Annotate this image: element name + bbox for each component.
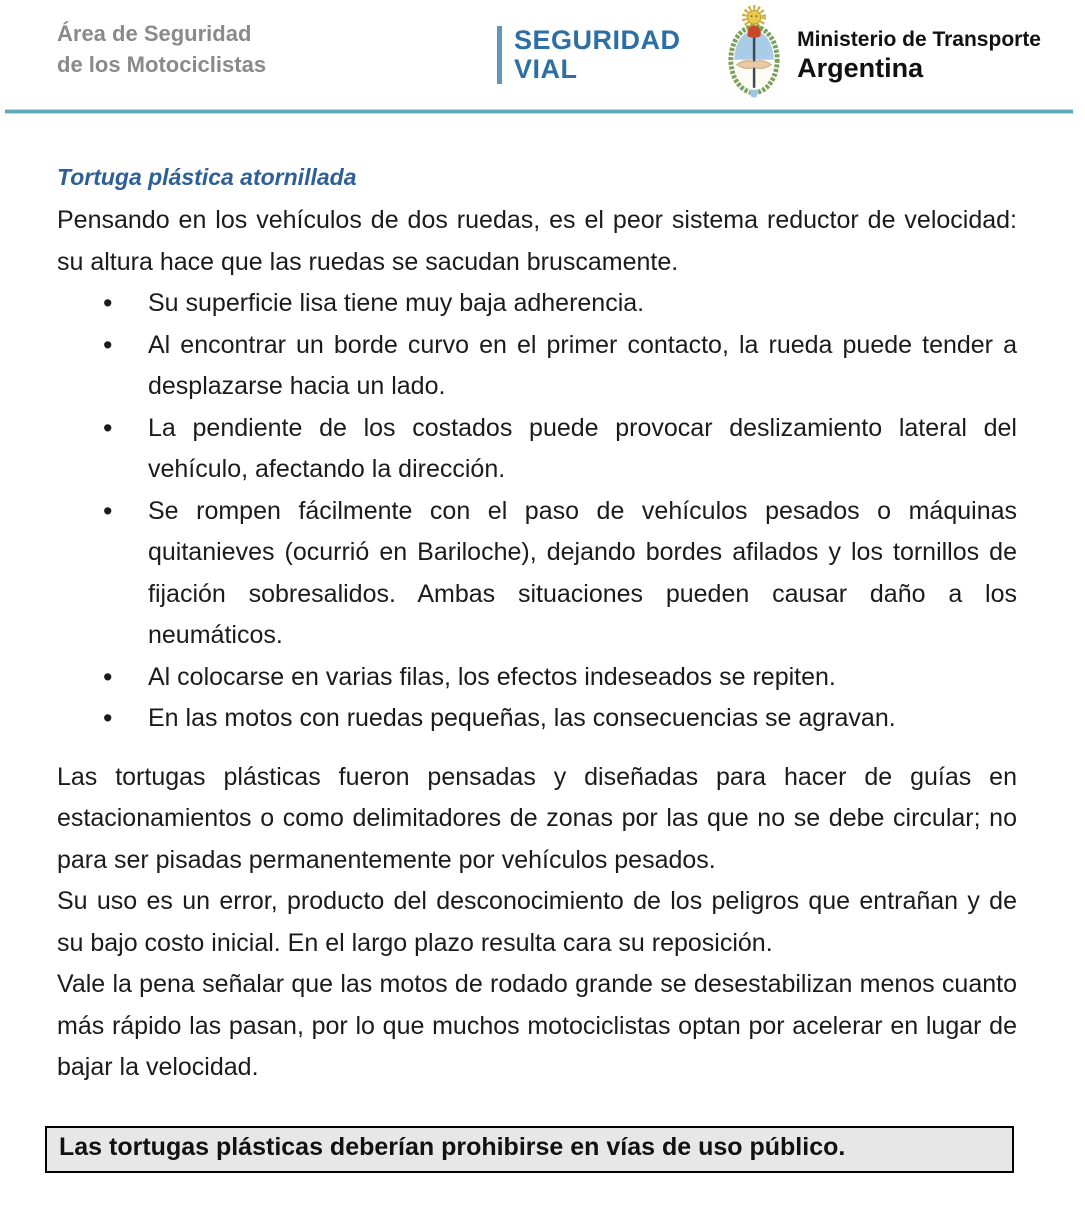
- logo-separator-bar: [497, 26, 502, 84]
- document-body: [0, 113, 1085, 1173]
- body-paragraph: Vale la pena señalar que las motos de rodado grande se desestabilizan menos cuanto más rápido las pasan, por lo que muchos motociclistas optan por acelerar en lugar de bajar la velocidad.: [57, 970, 1017, 1081]
- logo-line1: SEGURIDAD: [514, 25, 681, 55]
- paragraph-block: [57, 757, 1017, 1089]
- body-paragraph: Las tortugas plásticas fueron pensadas y diseñadas para hacer de guías en estacionamientos o como delimitadores de zonas por las que no se debe circular; no para ser pisadas permanentemente por vehículos pesados.: [57, 762, 1017, 874]
- ministry-label-line2: Argentina: [797, 52, 924, 83]
- hazard-bullet-list: [57, 283, 1017, 740]
- seguridad-vial-logo: [497, 26, 681, 84]
- intro-paragraph: Pensando en los vehículos de dos ruedas, es el peor sistema reductor de velocidad: su altura hace que las ruedas se sacudan bruscamente.: [57, 206, 1017, 276]
- ministry-label: [797, 26, 1041, 84]
- area-label: [57, 18, 266, 80]
- body-paragraph: Su uso es un error, producto del desconocimiento de los peligros que entrañan y de su bajo costo inicial. En el largo plazo resulta cara su reposición.: [57, 887, 1017, 957]
- bullet-item: • Su superficie lisa tiene muy baja adherencia.: [57, 283, 1017, 325]
- bullet-item: • Se rompen fácilmente con el paso de vehículos pesados o máquinas quitanieves (ocurrió en Bariloche), dejando bordes afilados y los tornillos de fijación sobresalidos. Ambas situaciones pueden causar daño a los neumáticos.: [57, 491, 1017, 657]
- argentina-coat-of-arms-icon: [725, 4, 783, 105]
- header: [0, 0, 1085, 112]
- highlight-box: Las tortugas plásticas deberían prohibirse en vías de uso público.: [45, 1126, 1014, 1173]
- area-label-line2: de los Motociclistas: [57, 52, 267, 77]
- area-label-line1: Área de Seguridad: [57, 21, 252, 46]
- ministry-block: [725, 4, 1041, 105]
- logo-text: [514, 26, 681, 84]
- document-title: Tortuga plástica atornillada: [57, 164, 357, 190]
- bullet-item: • En las motos con ruedas pequeñas, las consecuencias se agravan.: [57, 698, 1017, 740]
- ministry-label-line1: Ministerio de Transporte: [797, 27, 1041, 51]
- bullet-item: • Al colocarse en varias filas, los efectos indeseados se repiten.: [57, 657, 1017, 699]
- logo-line2: VIAL: [514, 54, 578, 84]
- bullet-item: • Al encontrar un borde curvo en el primer contacto, la rueda puede tender a desplazarse hacia un lado.: [57, 325, 1017, 408]
- bullet-item: • La pendiente de los costados puede provocar deslizamiento lateral del vehículo, afectando la dirección.: [57, 408, 1017, 491]
